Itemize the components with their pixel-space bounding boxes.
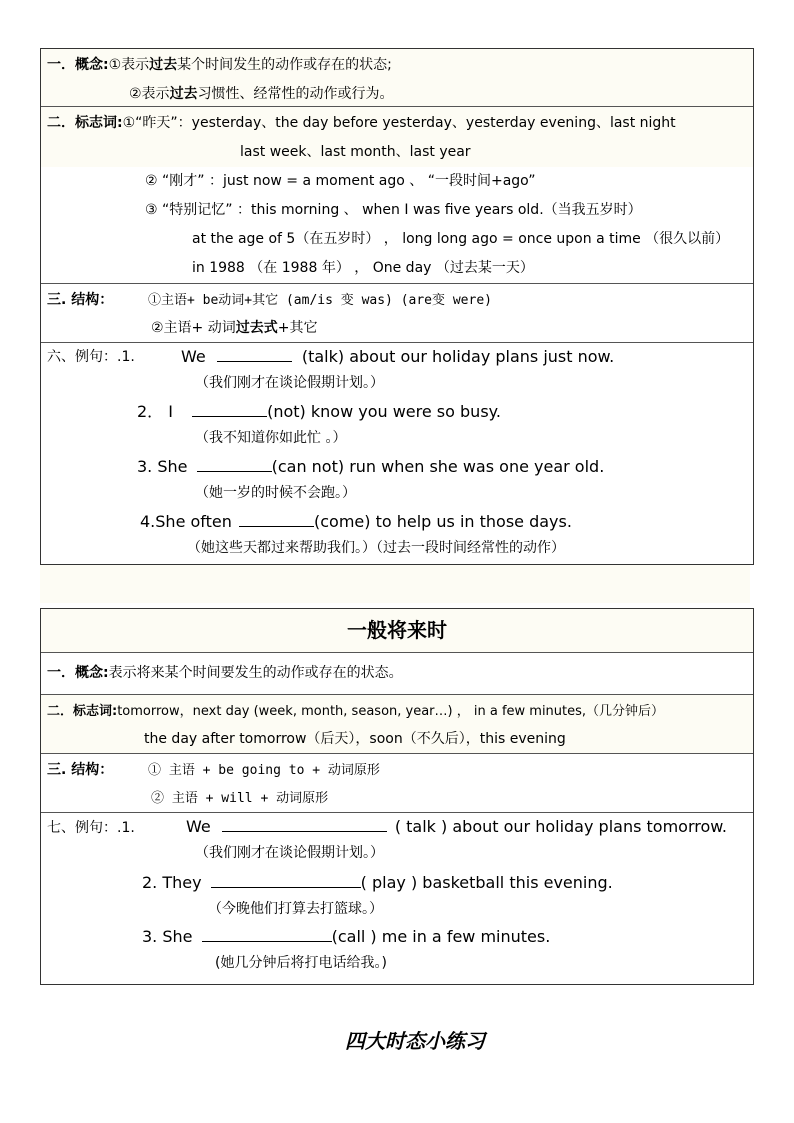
example-text: (come) to help us in those days.	[313, 512, 572, 531]
signal-line-3-cont2: in 1988 （在 1988 年） ， One day （过去某一天）	[192, 260, 534, 276]
example-3	[142, 929, 550, 945]
concept-text: ②表示	[129, 86, 170, 102]
concept-text: 习惯性、经常性的动作或行为。	[197, 86, 394, 102]
example-text: ( play ) basketball this evening.	[360, 873, 613, 892]
signal-line-2: the day after tomorrow（后天），soon（不久后），this evening	[144, 731, 566, 747]
example-2	[142, 875, 613, 891]
structure-keyword: 过去式	[235, 320, 278, 336]
example-text: We	[186, 817, 211, 836]
example-1-translation: （我们刚才在谈论假期计划。）	[195, 845, 384, 861]
signal-label: 二．标志词:	[47, 704, 118, 719]
signal-line-2	[145, 174, 535, 188]
signal-words: tomorrow，next day (week, month, season, year…) ， in a few minutes,（几分钟后）	[117, 704, 665, 719]
answer-blank[interactable]	[211, 875, 361, 888]
example-label: 六、例句：.1.	[47, 349, 135, 365]
example-text: 4.She often	[140, 512, 232, 531]
structure-line-1: ①主语+ be动词+其它 (am/is 变 was) (are变 were)	[148, 293, 492, 308]
past-tense-box	[40, 48, 754, 565]
example-text: (talk) about our holiday plans just now.	[301, 347, 615, 366]
example-3-translation: (她几分钟后将打电话给我。)	[215, 955, 387, 971]
concept-keyword: 过去	[169, 86, 198, 102]
future-signal-row	[41, 695, 753, 754]
separator-band	[40, 565, 750, 603]
answer-blank[interactable]	[192, 404, 267, 417]
example-2-translation: （我不知道你如此忙 。）	[195, 430, 347, 446]
structure-text: ②主语+ 动词	[151, 320, 236, 336]
footer-title: 四大时态小练习	[345, 1029, 485, 1053]
example-2-translation: （今晚他们打算去打篮球。）	[208, 901, 383, 917]
signal-words: yesterday、the day before yesterday、yesterday evening、last night	[191, 115, 676, 131]
concept-keyword: 过去	[149, 57, 178, 73]
signal-line-1	[47, 116, 676, 130]
future-example-row	[41, 813, 753, 984]
answer-blank[interactable]	[202, 929, 332, 942]
signal-words: this morning 、 when I was five years old.（当我五岁时）	[250, 202, 642, 218]
example-1	[186, 819, 727, 835]
answer-blank[interactable]	[222, 819, 387, 832]
signal-prefix: ② “刚才” ：	[145, 173, 223, 189]
example-3-translation: （她一岁的时候不会跑。）	[195, 485, 356, 501]
past-structure-row	[41, 284, 753, 343]
example-text: 3. She	[142, 927, 193, 946]
example-text: ( talk ) about our holiday plans tomorrow.	[394, 817, 727, 836]
example-text: 2． I	[137, 402, 173, 421]
structure-line-2	[151, 321, 317, 335]
example-text: (call ) me in a few minutes.	[331, 927, 551, 946]
concept-line	[47, 666, 403, 680]
concept-text: ①表示	[108, 57, 150, 73]
example-text: (can not) run when she was one year old.	[271, 457, 605, 476]
past-example-row	[41, 343, 753, 564]
answer-blank[interactable]	[239, 514, 314, 527]
example-3	[137, 459, 604, 475]
concept-line-2	[129, 87, 394, 101]
signal-words: just now = a moment ago 、 “一段时间+ago”	[222, 173, 536, 189]
concept-label: 一．概念:	[47, 57, 109, 73]
answer-blank[interactable]	[217, 349, 292, 362]
signal-label: 二．标志词:	[47, 115, 123, 131]
example-text: 3. She	[137, 457, 188, 476]
structure-label: 三. 结构：	[47, 292, 114, 308]
future-title-row	[41, 609, 753, 653]
answer-blank[interactable]	[197, 459, 272, 472]
example-1-translation: （我们刚才在谈论假期计划。）	[195, 375, 384, 391]
past-signal-row	[41, 107, 753, 284]
example-text: 2. They	[142, 873, 202, 892]
structure-text: +其它	[277, 320, 318, 336]
example-4-translation: （她这些天都过来帮助我们。）（过去一段时间经常性的动作）	[187, 540, 565, 556]
signal-line-3	[145, 203, 642, 217]
structure-line-1: ① 主语 + be going to + 动词原形	[148, 763, 380, 778]
example-label: 七、例句：.1.	[47, 820, 135, 836]
signal-line-1	[47, 705, 664, 718]
signal-line-3-cont1: at the age of 5（在五岁时） ， long long ago = once upon a time （很久以前）	[192, 231, 730, 247]
structure-label: 三. 结构：	[47, 762, 114, 778]
example-text: (not) know you were so busy.	[267, 402, 501, 421]
signal-prefix: ③ “特别记忆” ：	[145, 202, 251, 218]
concept-label: 一．概念:	[47, 665, 109, 681]
example-2	[137, 404, 501, 420]
section-title: 一般将来时	[347, 618, 447, 642]
example-4	[140, 514, 572, 530]
structure-line-2: ② 主语 + will + 动词原形	[151, 791, 329, 806]
example-text: We	[181, 347, 206, 366]
concept-text: 某个时间发生的动作或存在的状态;	[177, 57, 392, 73]
past-concept-row	[41, 49, 753, 107]
signal-line-1-cont: last week、last month、last year	[240, 144, 471, 160]
future-tense-box	[40, 608, 754, 985]
signal-prefix: ①“昨天”：	[122, 115, 192, 131]
future-structure-row	[41, 754, 753, 813]
example-1	[181, 349, 614, 365]
concept-line-1	[47, 58, 392, 72]
concept-text: 表示将来某个时间要发生的动作或存在的状态。	[108, 665, 403, 681]
future-concept-row	[41, 653, 753, 695]
